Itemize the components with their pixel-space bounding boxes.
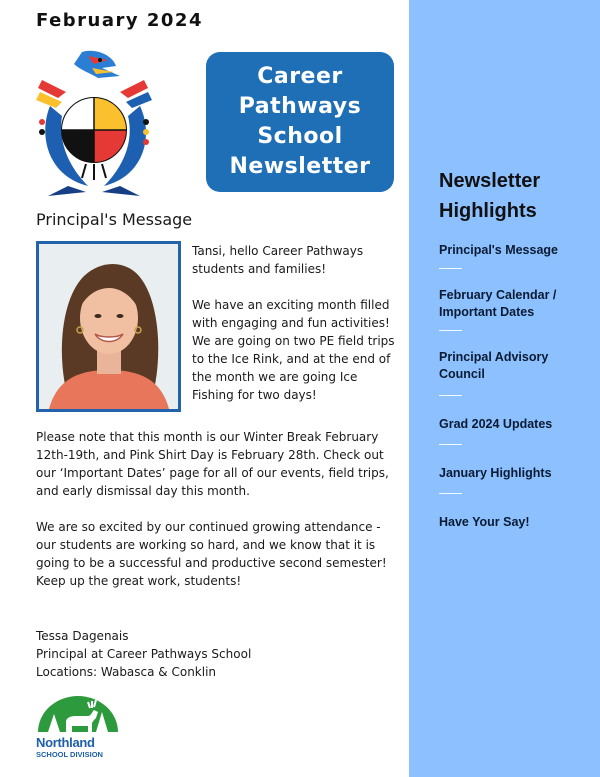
signature-name: Tessa Dagenais [36,629,129,643]
divider [439,493,462,494]
body-paragraph: Please note that this month is our Winter Break February 12th-19th, and Pink Shirt Day is February 28th. Check out our ‘Important Dates’ page for all of our events, field trips, and early dismissal day this month. [36,430,389,498]
divider [439,395,462,396]
sidebar-title: Newsletter Highlights [439,170,541,222]
school-emblem-logo [28,46,160,196]
highlights-list [439,242,589,531]
title-line: Pathways [238,94,362,119]
divider [439,268,462,269]
district-name: Northland [36,735,95,750]
divider [439,330,462,331]
highlight-item-grad-2024-updates[interactable]: Grad 2024 Updates [439,417,553,431]
section-heading-principals-message: Principal's Message [36,210,193,229]
principal-portrait-image [39,244,178,409]
highlight-item-have-your-say[interactable]: Have Your Say! [439,515,530,529]
principal-signature [36,627,396,681]
district-subname: SCHOOL DIVISION [36,750,103,759]
title-line: Career [257,64,343,89]
principal-message-intro [192,242,397,422]
body-paragraph: We are so excited by our continued growing attendance - our students are working so hard, and we know that it is going to be a successful and productive second semester! Keep up the great work, students! [36,520,387,588]
highlight-item-january-highlights[interactable]: January Highlights [439,466,552,480]
newsletter-title-box [206,52,394,192]
title-line: School [257,124,343,149]
signature-role: Principal at Career Pathways School [36,647,252,661]
intro-paragraph: Tansi, hello Career Pathways students and families! [192,244,364,276]
signature-locations: Locations: Wabasca & Conklin [36,665,217,679]
intro-paragraph: We have an exciting month filled with engaging and fun activities! We are going on two PE field trips to the Ice Rink, and at the end of the month we are going Ice Fishing for two days! [192,298,395,402]
principal-photo [36,241,181,412]
principal-message-body [36,428,396,608]
highlight-item-february-calendar[interactable]: February Calendar / Important Dates [439,288,557,319]
highlight-item-principals-message[interactable]: Principal's Message [439,243,559,257]
title-line: Newsletter [229,154,371,179]
newsletter-date: February 2024 [36,10,203,31]
highlight-item-principal-advisory-council[interactable]: Principal Advisory Council [439,350,549,381]
divider [439,444,462,445]
